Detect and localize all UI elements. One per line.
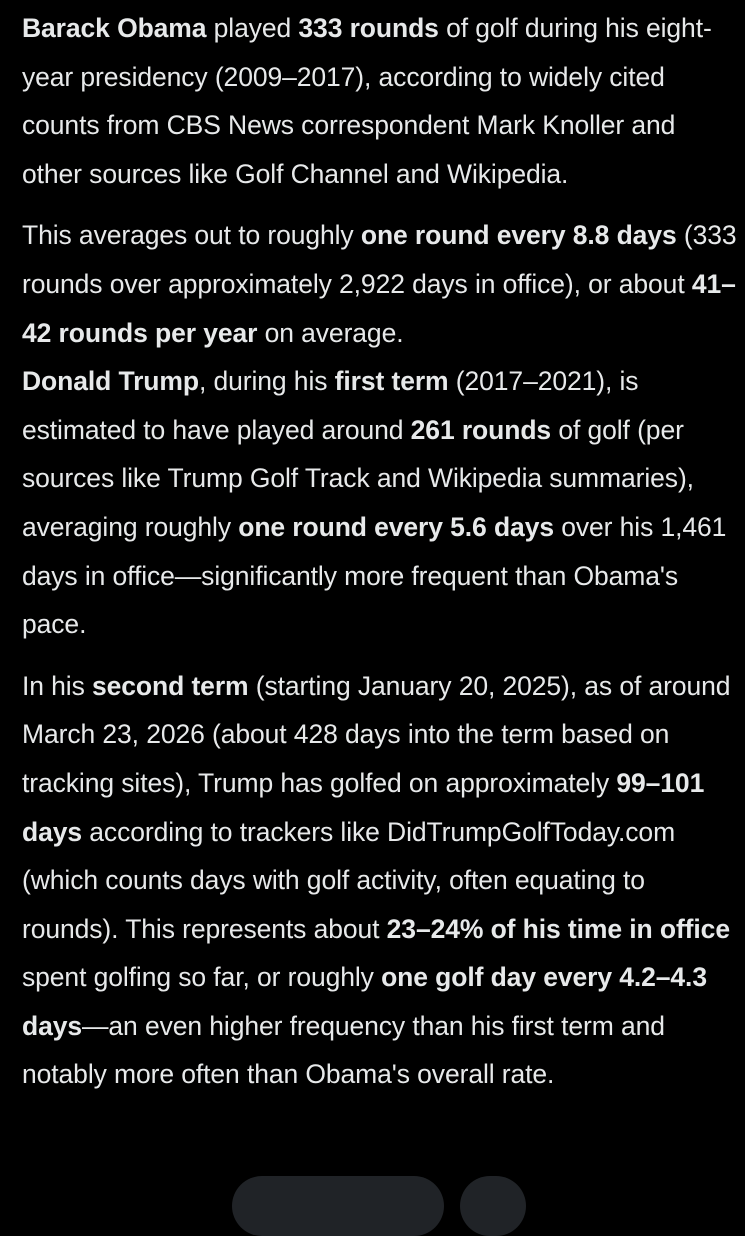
text-segment: 333 rounds <box>298 13 439 43</box>
text-segment: In his <box>22 670 93 701</box>
text-segment: one golf day every 4.2–4.3 days <box>22 962 707 1041</box>
text-segment: of golf (per sources like Trump Golf Track and Wikipedia summaries), averaging roughly <box>22 414 694 542</box>
text-segment: on average. <box>257 317 404 348</box>
text-segment: (starting January 20, 2025), as of around March 23, 2026 (about 428 days into the term based on tracking sites), Trump has golfed on approximately <box>22 670 731 798</box>
text-segment: , during his <box>198 366 335 397</box>
text-segment: played <box>206 13 299 43</box>
floating-action-button[interactable] <box>460 1176 526 1236</box>
paragraph-trump-first-term <box>22 357 738 649</box>
text-segment: 41–42 rounds per year <box>22 268 736 348</box>
text-segment: of golf during his eight-year presidency (2009–2017), according to widely cited counts from CBS News correspondent Mark Knoller and other sources like Golf Channel and Wikipedia. <box>22 13 712 189</box>
text-segment: over his 1,461 days in office—significantly more frequent than Obama's pace. <box>22 511 727 640</box>
text-segment: Barack Obama <box>22 13 207 43</box>
text-segment: —an even higher frequency than his first term and notably more often than Obama's overall rate. <box>22 1010 665 1090</box>
text-segment: (2017–2021), is estimated to have played around <box>22 366 639 445</box>
text-segment: one round every 5.6 days <box>238 511 554 542</box>
text-segment: Donald Trump <box>22 366 199 397</box>
text-segment: one round every 8.8 days <box>360 220 677 251</box>
text-segment: 99–101 days <box>22 767 705 847</box>
text-segment: 261 rounds <box>410 414 552 445</box>
text-segment: 23–24% of his time in office <box>386 913 730 944</box>
paragraph-obama-average <box>22 211 738 357</box>
paragraph-obama-count <box>22 4 738 198</box>
floating-action-pill[interactable] <box>232 1176 444 1236</box>
text-segment: second term <box>92 670 249 701</box>
text-segment: according to trackers like DidTrumpGolfToday.com (which counts days with golf activity, often equating to rounds). This represents about <box>22 816 676 944</box>
response-text <box>22 4 738 1112</box>
text-segment: first term <box>334 366 449 397</box>
text-segment: (333 rounds over approximately 2,922 days in office), or about <box>22 220 737 299</box>
text-segment: This averages out to roughly <box>22 220 361 251</box>
text-segment: spent golfing so far, or roughly <box>22 962 382 993</box>
paragraph-trump-second-term <box>22 662 738 1099</box>
